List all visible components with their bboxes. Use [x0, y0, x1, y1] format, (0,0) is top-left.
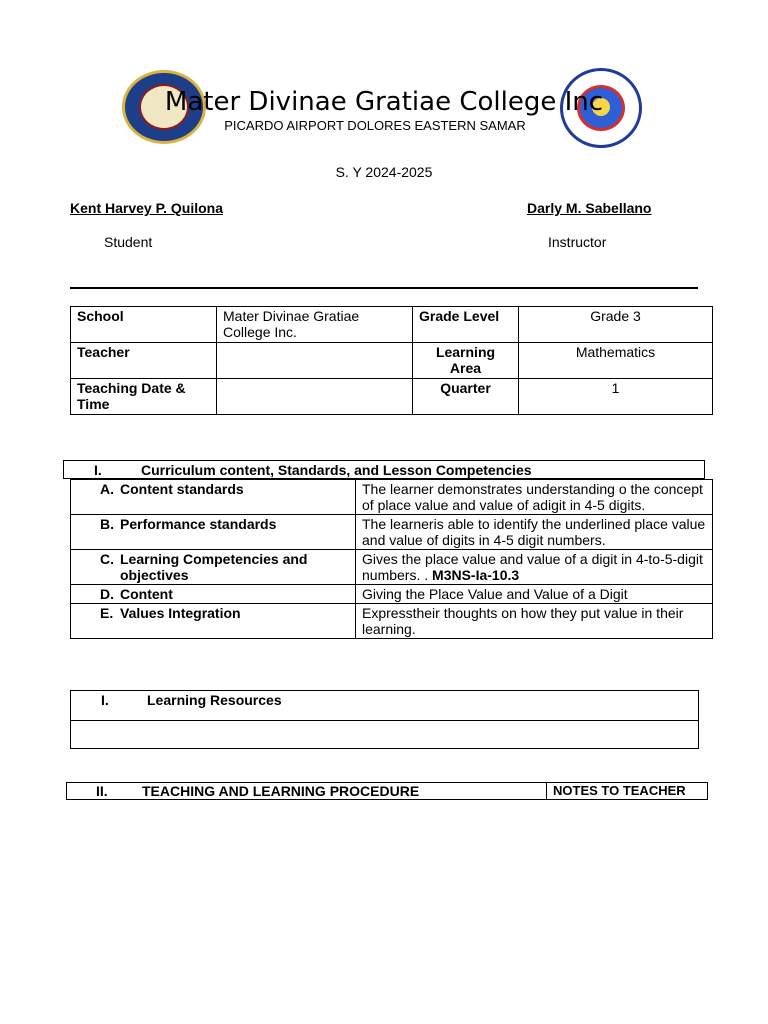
teacher-value — [217, 343, 413, 379]
curriculum-table — [70, 479, 713, 639]
procedure-section-header — [66, 782, 708, 800]
row-label: D. Content — [71, 585, 356, 604]
grade-level-value: Grade 3 — [519, 307, 713, 343]
student-role: Student — [104, 234, 153, 250]
section-title: Learning Resources — [147, 692, 282, 708]
row-value: Giving the Place Value and Value of a Digit — [356, 585, 713, 604]
row-value: Expresstheir thoughts on how they put value in their learning. — [356, 604, 713, 639]
instructor-role: Instructor — [548, 234, 607, 250]
school-year: S. Y 2024-2025 — [335, 164, 433, 180]
learning-area-value: Mathematics — [519, 343, 713, 379]
table-row — [71, 343, 713, 379]
row-value: The learneris able to identify the underlined place value and value of digits in 4-5 digit numbers. — [356, 515, 713, 550]
section-number: I. — [101, 692, 109, 708]
table-row — [71, 585, 713, 604]
curriculum-section-header — [63, 460, 705, 479]
row-label: A. Content standards — [71, 480, 356, 515]
instructor-name: Darly M. Sabellano — [527, 200, 652, 216]
college-address: PICARDO AIRPORT DOLORES EASTERN SAMAR — [224, 118, 526, 133]
lesson-info-table — [70, 306, 713, 415]
row-label: E. Values Integration — [71, 604, 356, 639]
row-label: C. Learning Competencies and objectives — [71, 550, 356, 585]
notes-to-teacher-label: NOTES TO TEACHER — [553, 783, 686, 798]
competency-code: M3NS-Ia-10.3 — [432, 567, 520, 583]
teacher-label: Teacher — [71, 343, 217, 379]
section-number: I. — [94, 462, 102, 478]
table-row — [71, 604, 713, 639]
table-row — [71, 515, 713, 550]
grade-level-label: Grade Level — [413, 307, 519, 343]
row-value: Gives the place value and value of a digit in 4-to-5-digit numbers. . M3NS-Ia-10.3 — [356, 550, 713, 585]
quarter-label: Quarter — [413, 379, 519, 415]
section-title: TEACHING AND LEARNING PROCEDURE — [142, 783, 420, 799]
table-row — [71, 307, 713, 343]
school-label: School — [71, 307, 217, 343]
divider-line — [70, 287, 698, 289]
table-row — [71, 550, 713, 585]
teaching-date-value — [217, 379, 413, 415]
section-title: Curriculum content, Standards, and Lesson Competencies — [141, 462, 532, 478]
quarter-value: 1 — [519, 379, 713, 415]
table-row — [71, 480, 713, 515]
learning-resources-box — [70, 690, 699, 749]
section-number: II. — [96, 783, 108, 799]
student-name: Kent Harvey P. Quilona — [70, 200, 224, 216]
table-row — [71, 379, 713, 415]
row-value: The learner demonstrates understanding o the concept of place value and value of adigit in 4-5 digits. — [356, 480, 713, 515]
row-label: B. Performance standards — [71, 515, 356, 550]
college-name: Mater Divinae Gratiae College Inc — [164, 87, 604, 117]
learning-area-label: Learning Area — [413, 343, 519, 379]
teaching-date-label: Teaching Date & Time — [71, 379, 217, 415]
school-value: Mater Divinae Gratiae College Inc. — [217, 307, 413, 343]
